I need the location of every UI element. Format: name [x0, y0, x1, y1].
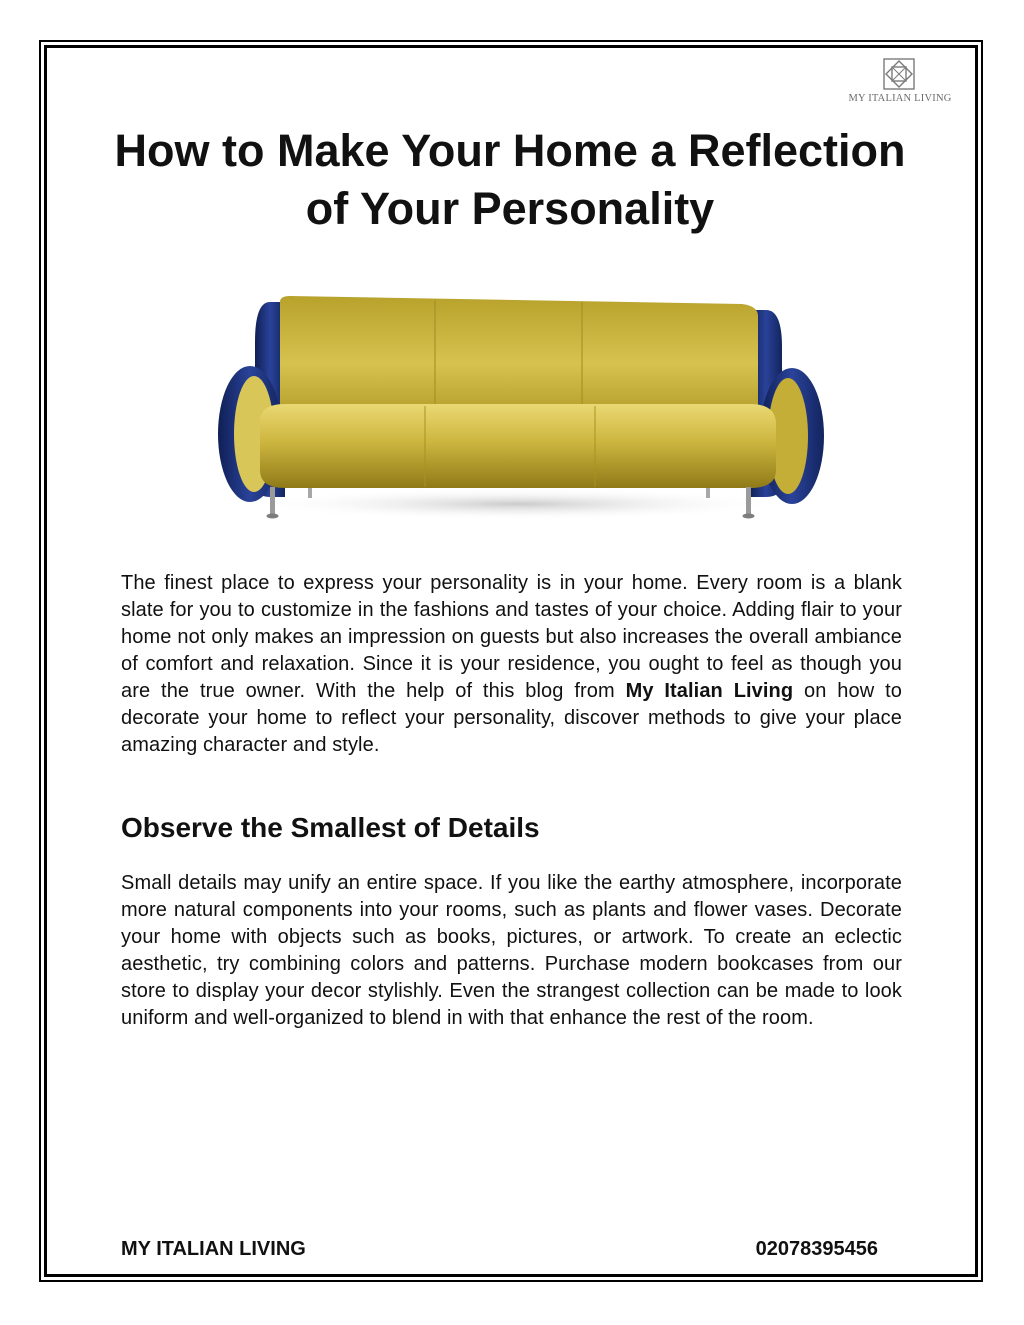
article-title: How to Make Your Home a Reflection of Your Personality — [114, 125, 906, 234]
sofa-image — [210, 282, 826, 532]
section-heading: Observe the Smallest of Details — [121, 812, 540, 843]
section-paragraph: Small details may unify an entire space. If you like the earthy atmosphere, incorporate more natural components into your rooms, such as plants and flower vases. Decorate your home with objects such as books, pictures, or artwork. To create an eclectic aesthetic, try combining colors and patterns. Purchase modern bookcases from our store to display your decor stylishly. Even the strangest collection can be made to look uniform and well-organized to blend in with that enhance the rest of the room. — [121, 872, 902, 1029]
footer-brand: MY ITALIAN LIVING — [121, 1238, 306, 1260]
intro-paragraph — [121, 570, 902, 759]
brand-logo — [838, 57, 962, 107]
intro-text-before: The finest place to express your personality is in your home. Every room is a blank slate for you to customize in the fashions and tastes of your choice. Adding flair to your home not only makes an impression on guests but also increases the overall ambiance of comfort and relaxation. Since it is your residence, you ought to feel as though you are the true owner. With the help of this blog from — [121, 572, 902, 702]
intro-text-after: on how to decorate your home to reflect your personality, discover methods to give your place amazing character and style. — [121, 680, 902, 756]
brand-name-bold: My Italian Living — [625, 680, 794, 702]
footer-phone: 02078395456 — [755, 1238, 878, 1260]
diamond-square-logo-icon — [882, 57, 916, 91]
logo-text: MY ITALIAN LIVING — [848, 93, 952, 104]
